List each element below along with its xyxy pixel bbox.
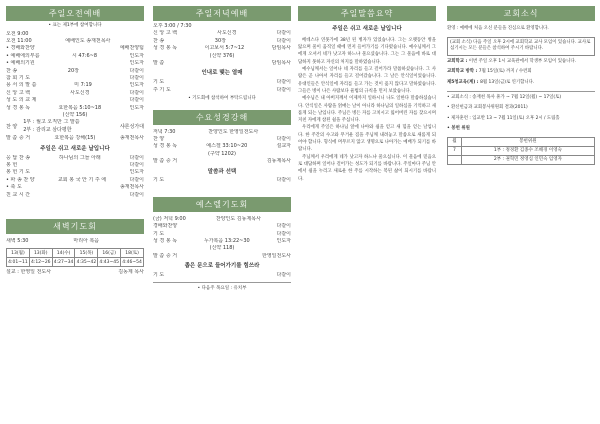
dawn-table-cell: 4:12~26 — [29, 258, 52, 267]
evening-order-b-detail — [164, 79, 276, 86]
morning-order-detail — [37, 97, 130, 104]
wednesday-order-leader: 설교자 — [276, 143, 291, 150]
friday-order-leader: 다같이 — [276, 230, 291, 237]
dawn-table-cell: 13(화) — [29, 249, 52, 258]
wednesday-leader: 찬양인도 한영일전도사 — [208, 128, 259, 135]
summary-title: 주일은 쉬고 새로운 날입니다 — [332, 26, 402, 32]
wednesday-sermon-title: 말씀과 선택 — [207, 168, 237, 175]
morning-order-b-label: • 축 도 — [6, 184, 22, 191]
summary-paragraph: 예수님은 내 아버지께서 이제까지 일하시니 나도 일한다 말씀하셨습니다. 안식일은 사람을 얽매는 날이 아니라 하나님의 일하심을 기억하고 새롭게 되는 날입니다. 주님은 병든 자를 고치시고 잃어버린 자를 찾으시며 지친 자에게 참된 쉼을 주십니다. — [298, 96, 436, 124]
friday-order-detail — [164, 231, 276, 238]
wednesday-order-label: 성 경 봉 독 — [153, 143, 178, 150]
dawn-header — [6, 238, 144, 245]
friday-time — [153, 216, 291, 223]
morning-order-detail — [30, 75, 129, 82]
morning-notice: • 표는 제1부에 참여합니다 — [48, 23, 102, 28]
evening-order-leader: 다같이 — [276, 37, 291, 44]
morning-order-label: 참 회 기 도 — [6, 74, 31, 81]
morning-order-leader: 다같이 — [129, 89, 144, 96]
offering-table-cell: 봉헌위원 — [461, 137, 594, 146]
wednesday-order-detail: (구약 1202) — [208, 150, 236, 157]
morning-order-label: • 예배의기원 — [6, 60, 35, 67]
morning-order-label: • 예배에의부름 — [6, 52, 40, 59]
wednesday-order-label: 찬 양 — [153, 136, 165, 143]
morning-order-detail — [35, 60, 130, 67]
evening-order-b-detail — [171, 87, 277, 94]
evening-order-detail: 사도신경 — [217, 30, 237, 37]
wednesday-order-leader: 김동제목사 — [266, 158, 291, 165]
morning-order-row — [6, 82, 144, 89]
dawn-table-row — [7, 249, 144, 258]
morning-order-b-leader: 인도자 — [129, 169, 144, 176]
wednesday-order-leader: 다같이 — [276, 136, 291, 143]
evening-order-row — [153, 53, 291, 60]
event-notice: • 제자훈련 : 입교반 13 ~ 7월 11일(토) 오후 2시 / 도림홀 — [447, 115, 560, 121]
evening-order-detail: 30장 — [214, 37, 226, 44]
friday-time-text: (금) 저녁 9:00 — [153, 215, 186, 222]
friday-order-b-leader: 다같이 — [276, 272, 291, 279]
morning-order-b-row — [6, 192, 144, 199]
morning-order-b-detail — [30, 169, 129, 176]
wednesday-order-row — [153, 158, 291, 165]
sermon-row-text: 요한복음 강해(15) — [54, 135, 96, 142]
friday-order-b-label: 기 도 — [153, 272, 165, 279]
column-church-news — [447, 6, 595, 165]
morning-order-leader: 인도자 — [129, 60, 144, 67]
morning-order-label: 용 서 의 말 씀 — [6, 82, 37, 89]
offering-table-cell: 2부 : 권혁민 정영심 인민숙 임영자 — [461, 155, 594, 164]
evening-order-b-label: 주 기 도 — [153, 86, 171, 93]
morning-order-row — [6, 97, 144, 104]
dawn-footer — [6, 269, 144, 276]
news-item-value: 7월 15일(토) 까지 / 수련회 — [478, 69, 532, 75]
morning-order-leader: 인도자 — [129, 52, 144, 59]
prayer-notice-2: • 환신헌금과 교회봉사위원회 결과(2011) — [447, 105, 528, 111]
offering-table-cell: 월 — [448, 137, 462, 146]
dawn-schedule-table — [6, 248, 144, 267]
friday-order-detail — [177, 253, 262, 260]
evening-order-detail: 이고보서 5:7~12 — [204, 45, 245, 52]
friday-order-row — [153, 238, 291, 245]
wednesday-time — [153, 129, 291, 136]
offering-table-cell: 7 — [448, 146, 462, 155]
evening-order-b-label: 기 도 — [153, 79, 165, 86]
offering-table-cell — [448, 155, 462, 164]
dawn-book: 마리아 복음 — [73, 237, 100, 244]
morning-order-b-leader: 다같이 — [129, 161, 144, 168]
morning-order-detail — [35, 45, 120, 52]
morning-order-row — [6, 75, 144, 82]
dawn-table-cell: 18(토) — [121, 249, 144, 258]
news-item — [447, 80, 595, 87]
morning-order-b-label: 봉 헌 기 도 — [6, 169, 31, 176]
friday-order-b-detail — [164, 272, 276, 279]
morning-order-row — [6, 45, 144, 52]
summary-paragraph: 주님께서 우리에게 네가 낫고자 하느냐 물으십니다. 이 물음에 믿음으로 대답하며 일어나 걸어가는 성도가 되기를 바랍니다. 주일마다 주님 안에서 쉼을 누리고 새로운 한 주를 시작하는 복된 삶이 되시기를 바랍니다. — [298, 154, 436, 182]
news-item-key: 제5청교육(계) : — [447, 79, 481, 85]
morning-order-b-detail — [17, 162, 129, 169]
morning-order-b-label: 응 답 찬 송 — [6, 154, 31, 161]
evening-order-leader: 담임목사 — [271, 45, 291, 52]
sermon-row — [6, 135, 144, 142]
offering-table-title: • 봉헌 위원 — [447, 126, 470, 132]
morning-order-b-leader: 다같이 — [129, 176, 144, 183]
morning-order-leader: 인도자 — [129, 104, 144, 111]
morning-time-label: 오전 11:00 — [6, 38, 32, 45]
dawn-table-cell: 4:35~42 — [75, 258, 98, 267]
morning-order-b-row — [6, 155, 144, 162]
evening-time — [153, 23, 291, 30]
offering-table-row — [448, 146, 595, 155]
column-evening-worship — [153, 6, 291, 292]
morning-order-b-detail — [30, 192, 129, 199]
morning-time-row — [6, 31, 144, 38]
morning-order-b-row — [6, 162, 144, 169]
morning-order-b-detail: 교회 봉 국 안 기 주 에 — [57, 176, 107, 183]
wednesday-order-b-label: 기 도 — [153, 177, 165, 184]
friday-order-leader: 다같이 — [276, 223, 291, 230]
news-item-key: 교회학교 : — [447, 58, 469, 64]
column-sermon-summary — [298, 6, 436, 183]
wednesday-time-text: 저녁 7:30 — [153, 128, 176, 135]
band-wednesday-bible: 수요성경강해 — [153, 110, 291, 125]
morning-order-detail: (신약 156) — [62, 111, 88, 118]
morning-time-detail — [28, 31, 144, 38]
welcome-note: 환영 : 예배에 처음 오신 분들을 진심으로 환영합니다. — [447, 26, 549, 31]
evening-order-row — [153, 38, 291, 45]
evening-order-row — [153, 45, 291, 52]
band-church-news: 교회소식 — [447, 6, 595, 21]
evening-time-text: 오후 3:00 / 7:30 — [153, 23, 192, 29]
dawn-table-cell: 4:43~45 — [98, 258, 121, 267]
evening-order-label: 찬 송 — [153, 37, 165, 44]
friday-order-label: 경배와찬양 — [153, 223, 178, 230]
morning-order-detail: 시 47:6~8 — [72, 52, 98, 59]
morning-time-label: 오전 9:00 — [6, 30, 29, 37]
morning-order-b-label: • 파 송 찬 양 — [6, 176, 35, 183]
friday-leader: 찬양인도 김동제목사 — [215, 215, 261, 222]
morning-order-b-row — [6, 177, 144, 184]
morning-order-b-label: 친 교 시 간 — [6, 191, 31, 198]
friday-order-detail: (신약 118) — [209, 245, 235, 252]
morning-sermon-title: 주일은 쉬고 새로운 날입니다 — [40, 145, 110, 152]
summary-body — [298, 37, 436, 183]
morning-order-b-leader: 다같이 — [129, 154, 144, 161]
sermon-row-label: 말 씀 증 거 — [6, 135, 31, 142]
morning-order-row — [6, 60, 144, 67]
dawn-table-cell: 4:27~34 — [52, 258, 75, 267]
choir-row — [6, 119, 144, 135]
offering-table-cell: 1부 : 정경환 김종수 조해경 이영숙 — [461, 146, 594, 155]
morning-order-row — [6, 112, 144, 119]
band-friday-prayer: 예스렐기도회 — [153, 197, 291, 212]
evening-order-b-row — [153, 79, 291, 86]
evening-order-leader: 담임목사 — [271, 59, 291, 66]
friday-order-b-row — [153, 272, 291, 279]
morning-order-b-detail — [22, 184, 120, 191]
evening-order-detail — [164, 60, 271, 67]
evening-order-row — [153, 60, 291, 67]
dawn-time: 새벽 5:30 — [6, 237, 29, 244]
offering-table-row — [448, 155, 595, 164]
summary-paragraph: 예수님께서는 일어나 네 자리를 들고 걸어가라 말씀하셨습니다. 그 사람은 곧 나아서 자리를 들고 걸어갔습니다. 그 날은 안식일이었습니다. 유대인들은 안식일에 자리를 들고 가는 것이 옳지 않다고 말하였습니다. 그들은 병이 나은 사람보다 율법의 규칙을 먼저 보았습니다. — [298, 67, 436, 94]
friday-order-label: 성 경 봉 독 — [153, 238, 178, 245]
wednesday-order-row — [153, 136, 291, 143]
morning-order-detail: 요한복음 5:10~18 — [58, 104, 102, 111]
morning-order-label: • 경배와찬양 — [6, 45, 35, 52]
wednesday-order-detail: 예스겔 33:10~20 — [206, 143, 248, 150]
offering-table-row — [448, 137, 595, 146]
morning-order-detail: 미 7:19 — [74, 82, 92, 89]
evening-order-b-row — [153, 87, 291, 94]
friday-order-row — [153, 223, 291, 230]
evening-notice: • 기도회에 참석하여 부탁드립니다 — [188, 96, 256, 101]
wednesday-order-detail — [177, 158, 267, 165]
band-sermon-summary: 주일말씀요약 — [298, 6, 436, 21]
dawn-table-cell: 4:01~11 — [7, 258, 30, 267]
friday-order-label: 기 도 — [153, 230, 165, 237]
friday-sermon-title: 좁은 문으로 들어가기를 힘쓰라 — [184, 263, 260, 270]
evening-order-label: 성 경 봉 독 — [153, 45, 178, 52]
dawn-preacher-2: 김동제 목사 — [118, 269, 144, 276]
dawn-preacher-1: 설교 : 한영일 전도사 — [6, 269, 52, 276]
friday-order-label: 말 씀 증 거 — [153, 252, 178, 259]
choir-label: 찬 양 — [6, 124, 18, 131]
wednesday-order-label: 말 씀 증 거 — [153, 158, 178, 165]
morning-order-label: 찬 송 — [6, 67, 18, 74]
morning-order-row — [6, 68, 144, 75]
evening-order-detail: (신약 376) — [209, 52, 235, 59]
wednesday-order-row — [153, 151, 291, 158]
friday-order-row — [153, 231, 291, 238]
dawn-table-row — [7, 258, 144, 267]
summary-paragraph: 베데스다 연못가에 38년 된 병자가 있었습니다. 그는 오랫동안 병을 앓으며 물이 움직일 때에 먼저 들어가기를 기다렸습니다. 예수님께서 그에게 오셔서 네가 낫고자 하느냐 물으셨습니다. 그는 그 물음에 바로 대답하지 못하고 자신의 처지를 말하였습니다. — [298, 37, 436, 65]
morning-order-b-row — [6, 169, 144, 176]
morning-order-leader: 다같이 — [129, 74, 144, 81]
morning-order-detail: 사도신경 — [70, 89, 90, 96]
morning-order-leader: 인도자 — [129, 82, 144, 89]
choir-song-2: 2부 : 감리교 삼다평한 — [23, 126, 72, 133]
band-evening-worship: 주일저녁예배 — [153, 6, 291, 21]
friday-order-row — [153, 245, 291, 252]
dawn-table-cell: 15(목) — [75, 249, 98, 258]
sermon-row-preacher: 송재천목사 — [119, 135, 144, 142]
friday-order-detail: 누가복음 13:22~30 — [203, 238, 250, 245]
friday-order-leader: 인도자 — [276, 238, 291, 245]
wednesday-order-b-leader: 다같이 — [276, 177, 291, 184]
news-item — [447, 69, 595, 76]
morning-order-row — [6, 105, 144, 112]
wednesday-order-b-detail — [164, 177, 276, 184]
morning-order-b-detail: 하나님의 그늘 아래 — [58, 154, 101, 161]
morning-order-label: 성 도 의 교 제 — [6, 97, 37, 104]
offering-table — [447, 137, 595, 165]
friday-order-leader: 한영일전도사 — [262, 252, 291, 259]
morning-order-label: 신 앙 고 백 — [6, 89, 31, 96]
dawn-table-cell: 16(금) — [98, 249, 121, 258]
news-box: (교회 소식) 다음 주일 오후 2시에 교회학교 교사 모임이 있습니다. 교사로 섬기시는 모든 분들은 참석하여 주시기 바랍니다. — [447, 37, 595, 56]
prayer-notice: • 교회소식 : 송재천 목사 휴가 ~ 7월 12일(월) ~ 17일(토) — [447, 94, 562, 100]
wednesday-order-b-row — [153, 177, 291, 184]
choir-name: 샤론성가대 — [119, 124, 144, 131]
choir-song-1: 1부 : 월고 오직만 그 말씀 — [23, 119, 80, 126]
friday-order-detail — [177, 223, 276, 230]
morning-order-row — [6, 53, 144, 60]
evening-footer: • 다음주 목요일 : 유치부 — [197, 286, 247, 292]
news-item-key: 교회학교 방학 : — [447, 69, 479, 75]
evening-order-label: 말 씀 — [153, 59, 165, 66]
morning-order-leader: 다같이 — [129, 97, 144, 104]
evening-order-row — [153, 30, 291, 37]
column-morning-worship — [6, 6, 144, 277]
morning-order-b-row — [6, 184, 144, 191]
evening-order-leader: 다같이 — [276, 30, 291, 37]
dawn-table-cell: 14(수) — [52, 249, 75, 258]
wednesday-order-row — [153, 143, 291, 150]
morning-order-detail: 20장 — [67, 67, 79, 74]
morning-order-label: 성 경 봉 독 — [6, 104, 31, 111]
evening-order-b-leader: 다같이 — [276, 79, 291, 86]
evening-sermon-title: 인내로 맺는 열매 — [201, 70, 243, 77]
morning-time-detail: 예배인도 송재천목사 — [65, 38, 111, 45]
summary-paragraph: 우리에게 주일은 하나님 앞에 나아와 쉼을 얻고 새 힘을 얻는 날입니다. 한 주간의 수고와 무거운 짐을 주님께 내려놓고 말씀으로 새롭게 되어야 합니다. 형식에 머무르지 않고 생명으로 나아가는 예배가 되기를 바랍니다. — [298, 125, 436, 153]
morning-time-row — [6, 38, 144, 45]
news-item — [447, 59, 595, 66]
friday-order-row — [153, 253, 291, 260]
dawn-table-cell: 13(월) — [7, 249, 30, 258]
morning-order-b-leader: 다같이 — [129, 191, 144, 198]
morning-order-b-leader: 송재천목사 — [119, 184, 144, 191]
morning-order-b-label: 봉 헌 — [6, 161, 18, 168]
band-morning-worship: 주일오전예배 — [6, 6, 144, 21]
dawn-table-cell: 4:46~54 — [121, 258, 144, 267]
wednesday-order-detail — [164, 136, 276, 143]
morning-order-row — [6, 90, 144, 97]
evening-order-b-leader: 다같이 — [276, 86, 291, 93]
news-item-value: 8월 13일(금)로 연기합니다. — [480, 79, 535, 85]
band-dawn-prayer: 새벽기도회 — [6, 219, 144, 234]
morning-order-leader: 예배찬양팀 — [119, 45, 144, 52]
evening-order-label: 신 앙 고 백 — [153, 30, 178, 37]
news-item-value: 이번 주일 오후 1시 교육관에서 학생부 모임이 있습니다. — [468, 58, 577, 64]
morning-order-leader: 다같이 — [129, 67, 144, 74]
